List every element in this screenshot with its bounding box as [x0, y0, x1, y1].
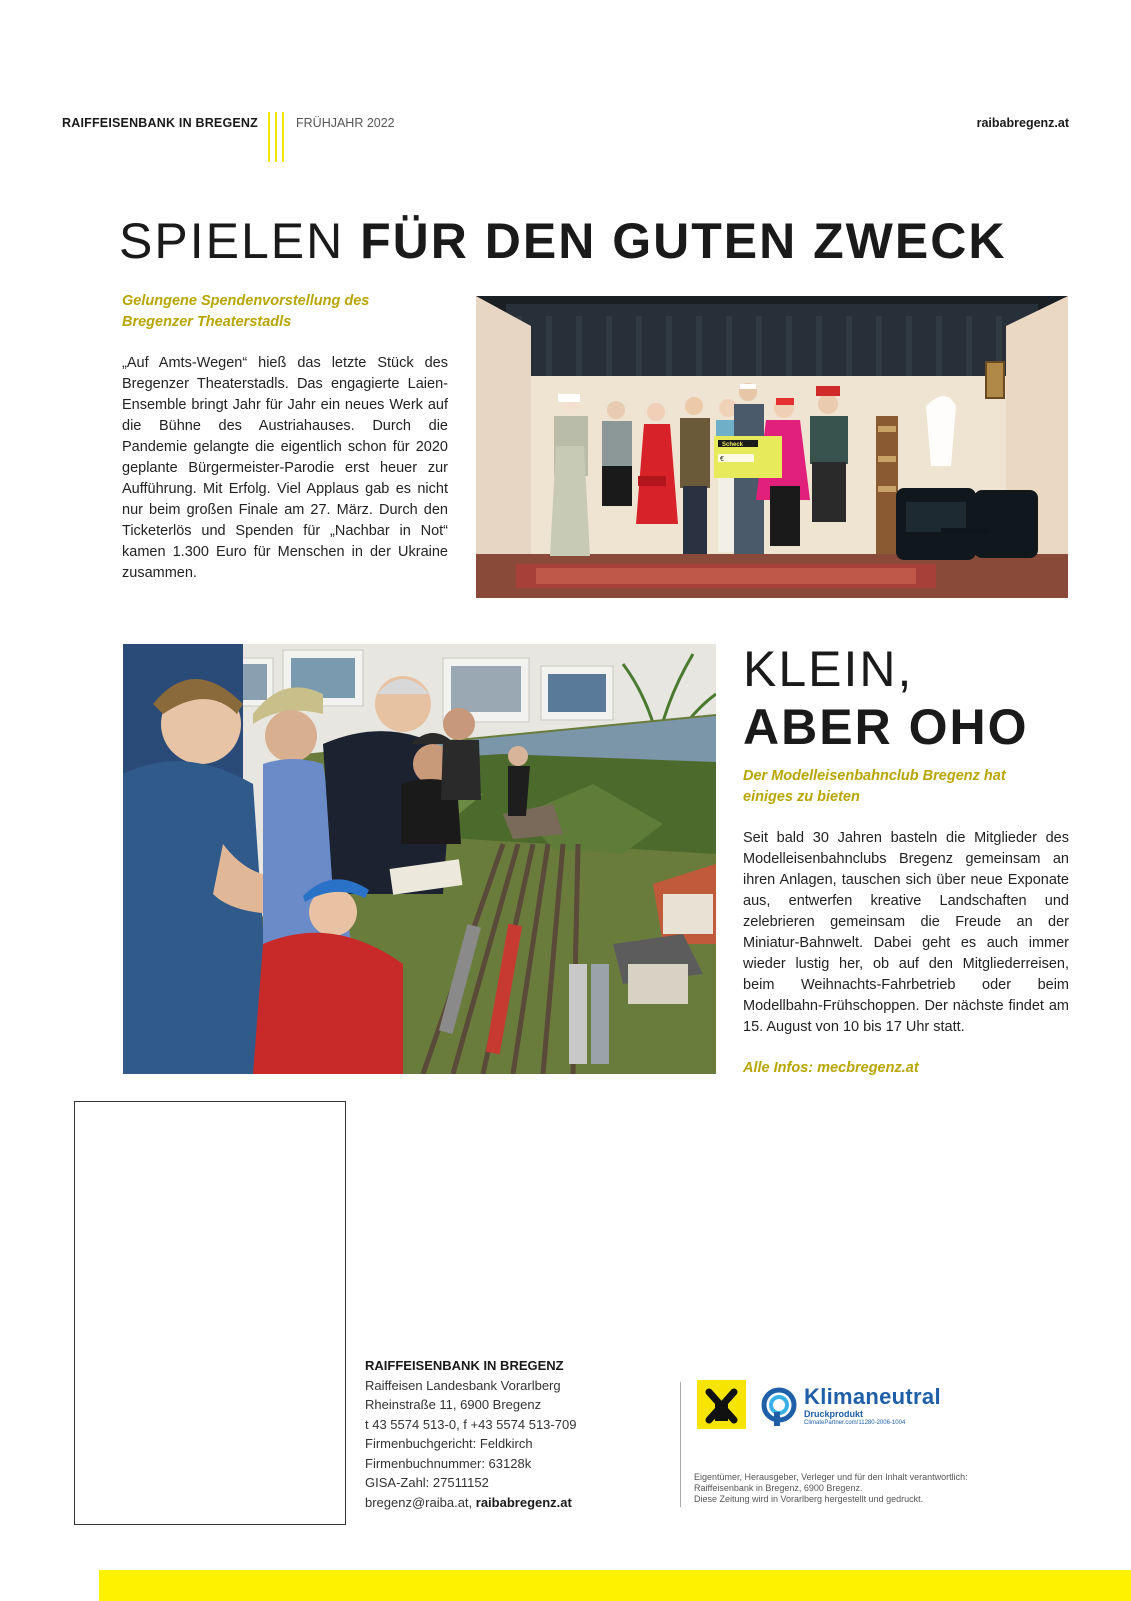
header-website-link[interactable]: raibabregenz.at	[976, 116, 1069, 130]
article2-title-line2: ABER OHO	[743, 699, 1029, 755]
legal-line: Diese Zeitung wird in Vorarlberg hergestellt und gedruckt.	[694, 1494, 924, 1504]
article1-body: „Auf Amts-Wegen“ hieß das letzte Stück des Bregenzer Theaterstadls. Das engagierte Laien-Ensemble bringt Jahr für Jahr ein neues Werk auf die Bühne des Austriahauses. Durch die Pandemie gelangte die eigentlich schon für 2020 geplante Bürgermeister-Parodie erst heuer zur Aufführung. Mit Erfolg. Viel Applaus gab es nicht nur beim großen Finale am 27. März. Durch den Ticketerlös und Spenden für „Nachbar in Not“ kamen 1.300 Euro für Menschen in der Ukraine zusammen.	[122, 355, 448, 581]
legal-notice	[694, 1472, 968, 1505]
header-bank-name: RAIFFEISENBANK IN BREGENZ	[62, 116, 258, 130]
header-divider-bars	[268, 112, 288, 162]
climate-id: ClimatePartner.com/11280-2006-1004	[804, 1420, 906, 1426]
address-box	[74, 1101, 346, 1525]
article1-title-bold: FÜR DEN GUTEN ZWECK	[360, 213, 1007, 269]
legal-line: Raiffeisenbank in Bregenz, 6900 Bregenz.	[694, 1483, 863, 1493]
imprint-line: Raiffeisen Landesbank Vorarlberg	[365, 1377, 561, 1393]
article2-subheading	[743, 766, 1063, 808]
article1-subheading-line2: Bregenzer Theaterstadls	[122, 314, 292, 330]
climate-subtitle: Druckprodukt	[804, 1409, 864, 1419]
imprint-line: t 43 5574 513-0, f +43 5574 513-709	[365, 1416, 577, 1432]
imprint-line: GISA-Zahl: 27511152	[365, 1475, 489, 1490]
imprint	[365, 1356, 576, 1512]
model-railway-photo	[123, 644, 716, 1074]
imprint-line: Firmenbuchgericht: Feldkirch	[365, 1436, 533, 1451]
imprint-line: Firmenbuchnummer: 63128k	[365, 1455, 532, 1471]
imprint-email-link[interactable]: bregenz@raiba.at,	[365, 1494, 476, 1510]
imprint-bank-name: RAIFFEISENBANK IN BREGENZ	[365, 1358, 564, 1373]
check-currency: €	[720, 456, 724, 463]
climate-neutral-badge	[760, 1382, 960, 1430]
footer-yellow-strip	[99, 1570, 1131, 1601]
article2-subheading-line1: Der Modelleisenbahnclub Bregenz hat	[743, 768, 1006, 784]
header-issue: FRÜHJAHR 2022	[296, 116, 395, 130]
article2-title-line1: KLEIN,	[743, 641, 914, 697]
legal-line: Eigentümer, Herausgeber, Verleger und für den Inhalt verantwortlich:	[694, 1472, 968, 1482]
raiffeisen-logo-icon	[697, 1380, 746, 1429]
imprint-line: Rheinstraße 11, 6900 Bregenz	[365, 1397, 542, 1412]
footer-divider	[680, 1382, 681, 1507]
imprint-website-link[interactable]: raibabregenz.at	[475, 1494, 572, 1510]
article1-title-light: SPIELEN	[119, 213, 345, 269]
article1-subheading	[122, 291, 452, 333]
imprint-contact	[365, 1493, 576, 1513]
article2-subheading-line2: einiges zu bieten	[743, 789, 860, 805]
check-label: Scheck	[722, 442, 744, 448]
theater-photo	[476, 296, 1068, 598]
climate-neutral-icon	[760, 1386, 798, 1426]
climate-title: Klimaneutral	[804, 1384, 941, 1409]
article2-info-link[interactable]: Alle Infos: mecbregenz.at	[743, 1060, 919, 1076]
article1-subheading-line1: Gelungene Spendenvorstellung des	[122, 293, 370, 309]
article2-title	[743, 640, 1028, 756]
article2-body: Seit bald 30 Jahren basteln die Mitglieder des Modelleisenbahnclubs Bregenz gemeinsam an ihren Anlagen, tauschen sich über neue Exponate aus, entwerfen kreative Landschaften und zelebrieren gemeinsam die Freude an der Miniatur-Bahnwelt. Dabei geht es auch immer wieder lustig her, ob auf den Mitgliederreisen, beim Weihnachts-Fahrbetrieb oder beim Modellbahn-Frühschoppen. Der nächste findet am 15. August von 10 bis 17 Uhr statt.	[743, 830, 1069, 1035]
article1-title	[119, 213, 1007, 269]
